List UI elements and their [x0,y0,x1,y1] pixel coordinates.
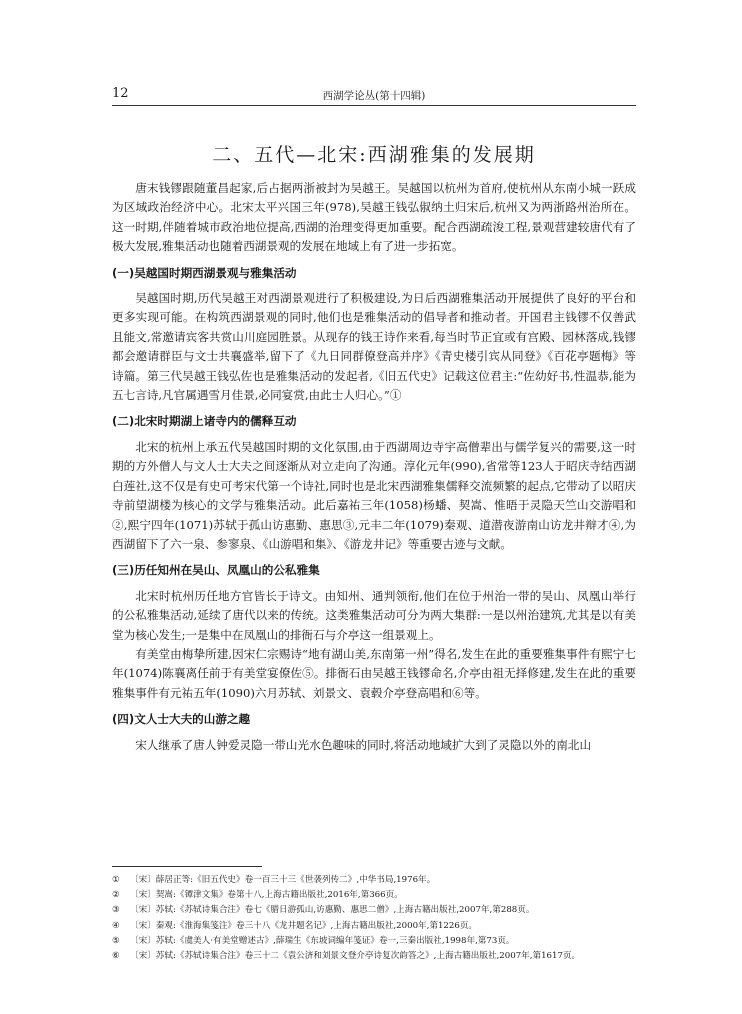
subsection-heading-4: (四)文人士大夫的山游之趣 [112,712,251,727]
footnote-text: 〔宋〕苏轼:《苏轼诗集合注》卷七《腊日游孤山,访惠勤、惠思二僧》,上海古籍出版社,2007年,第288页。 [130,905,535,916]
footnote [112,919,636,934]
footnote-divider [112,866,262,867]
footnote-mark: ② [112,890,120,901]
footnote-text: 〔宋〕薛居正等:《旧五代史》卷一百三十三《世袭列传二》,中华书局,1976年。 [130,875,436,885]
footnotes [112,873,636,964]
footnote [112,934,636,949]
paragraph: 吴越国时期,历代吴越王对西湖景观进行了积极建设,为日后西湖雅集活动开展提供了良好的平台和更多实现可能。在构筑西湖景观的同时,他们也是雅集活动的倡导者和推动者。开国君主钱镠不仅善武且能文,常邀请宾客共赏山川庭园胜景。从现存的钱王诗作来看,每当时节正宜或有宫殿、园林落成,钱镠都会邀请群臣与文士共襄盛举,留下了《九日同群僚登高并序》《青史楼引宾从同登》《百花亭题梅》等诗篇。第三代吴越王钱弘佐也是雅集活动的发起者,《旧五代史》记载这位君主:“佐幼好书,性温恭,能为五七言诗,凡官属遇雪月佳景,必同宴赏,由此士人归心。”① [112,291,636,403]
intro-paragraph: 唐末钱镠跟随董昌起家,后占据两浙被封为吴越王。吴越国以杭州为首府,使杭州从东南小城一跃成为区域政治经济中心。北宋太平兴国三年(978),吴越王钱弘俶纳土归宋后,杭州又为两浙路州治所在。这一时期,伴随着城市政治地位提高,西湖的治理变得更加重要。配合西湖疏浚工程,景观营建较唐代有了极大发展,雅集活动也随着西湖景观的发展在地域上有了进一步拓宽。 [112,181,636,254]
paragraph: 北宋时杭州历任地方官皆长于诗文。由知州、通判领衔,他们在位于州治一带的吴山、凤凰山举行的公私雅集活动,延续了唐代以来的传统。这类雅集活动可分为两大集群:一是以州治建筑,尤其是以有美堂为核心发生;一是集中在凤凰山的排衙石与介亭这一组景观上。 [112,588,636,642]
footnote-text: 〔宋〕契嵩:《镡津文集》卷第十八,上海古籍出版社,2016年,第366页。 [130,890,403,901]
footnote-mark: ④ [112,920,120,931]
subsection-heading-2: (二)北宋时期湖上诸寺内的儒释互动 [112,414,297,429]
body-text [112,179,636,755]
footnote [112,949,636,964]
subsection-heading-1: (一)吴越国时期西湖景观与雅集活动 [112,265,297,280]
subsection-heading-3: (三)历任知州在吴山、凤凰山的公私雅集 [112,563,320,578]
running-title: 西湖学论丛(第十四辑) [322,90,426,102]
footnote [112,903,636,918]
page-number: 12 [112,86,129,101]
footnote [112,873,636,888]
footnote [112,888,636,903]
footnote-mark: ⑥ [112,951,120,962]
section-title: 二、五代—北宋:西湖雅集的发展期 [212,144,536,166]
footnote-text: 〔宋〕苏轼:《虞美人·有美堂赠述古》,薛瑞生《东坡词编年笺证》卷一,三秦出版社,1998年,第73页。 [130,935,515,946]
footnote-mark: ① [112,875,120,885]
page-header [112,83,636,106]
footnote-text: 〔宋〕秦观:《淮海集笺注》卷三十八《龙井题名记》,上海古籍出版社,2000年,第1226页。 [130,920,478,931]
paragraph: 有美堂由梅挚所建,因宋仁宗赐诗“地有湖山美,东南第一州”得名,发生在此的重要雅集事件有熙宁七年(1074)陈襄离任前于有美堂宴僚佐⑤。排衙石由吴越王钱镠命名,介亭由祖无择修建,发生在此的重要雅集事件有元祐五年(1090)六月苏轼、刘景文、袁毂介亭登高唱和⑥等。 [112,646,636,700]
footnote-mark: ③ [112,905,120,916]
footnote-mark: ⑤ [112,935,120,946]
paragraph: 北宋的杭州上承五代吴越国时期的文化氛围,由于西湖周边寺宇高僧辈出与儒学复兴的需要,这一时期的方外僧人与文人士大夫之间逐渐从对立走向了沟通。淳化元年(990),省常等123人于昭庆寺结西湖白莲社,这不仅是有史可考宋代第一个诗社,同时也是北宋西湖雅集儒释交流频繁的起点,它带动了以昭庆寺前望湖楼为核心的文学与雅集活动。此后嘉祐三年(1058)杨蟠、契嵩、惟晤于灵隐天竺山交游唱和②,熙宁四年(1071)苏轼于孤山访惠勤、惠思③,元丰二年(1079)秦观、道潜夜游南山访龙井辩才④,为西湖留下了六一泉、参寥泉、《山游唱和集》、《游龙井记》等重要古迹与文献。 [112,439,636,551]
footnote-text: 〔宋〕苏轼:《苏轼诗集合注》卷三十二《袁公济和刘景文登介亭诗复次韵答之》,上海古籍出版社,2007年,第1617页。 [130,951,581,962]
paragraph: 宋人继承了唐人钟爱灵隐一带山光水色趣味的同时,将活动地域扩大到了灵隐以外的南北山 [135,737,592,752]
